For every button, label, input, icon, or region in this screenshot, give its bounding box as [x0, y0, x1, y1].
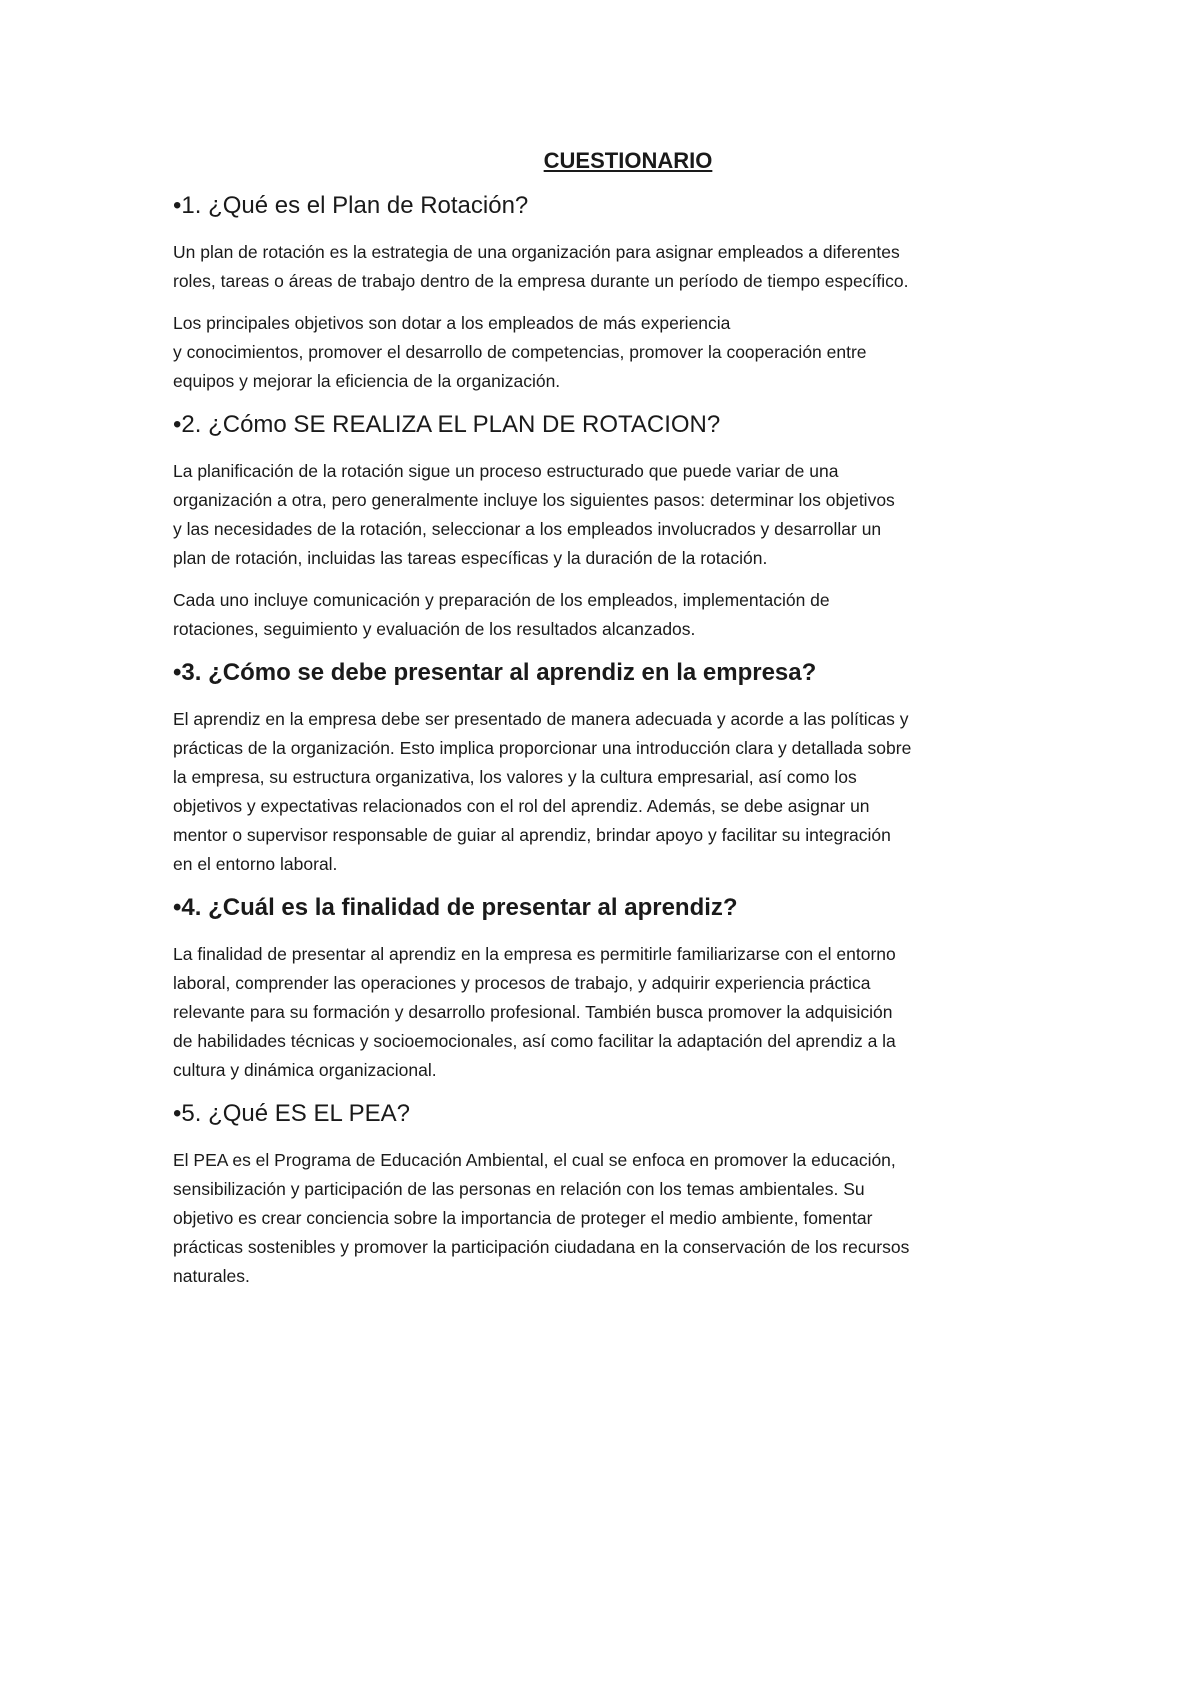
answer-paragraph: [173, 1146, 1043, 1291]
document-page: [173, 146, 1043, 1304]
question-heading: •1. ¿Qué es el Plan de Rotación?: [173, 192, 529, 219]
answer-line: organización a otra, pero generalmente incluye los siguientes pasos: determinar los objetivos: [173, 490, 895, 510]
answer-line: mentor o supervisor responsable de guiar al aprendiz, brindar apoyo y facilitar su integración: [173, 825, 891, 845]
answer-line: rotaciones, seguimiento y evaluación de los resultados alcanzados.: [173, 619, 696, 639]
answer-line: La finalidad de presentar al aprendiz en la empresa es permitirle familiarizarse con el entorno: [173, 944, 896, 964]
question-heading: •4. ¿Cuál es la finalidad de presentar al aprendiz?: [173, 894, 738, 921]
answer-paragraph: [173, 238, 1043, 296]
answer-line: laboral, comprender las operaciones y procesos de trabajo, y adquirir experiencia práctica: [173, 973, 871, 993]
answer-line: objetivo es crear conciencia sobre la importancia de proteger el medio ambiente, fomentar: [173, 1208, 873, 1228]
answer-line: plan de rotación, incluidas las tareas específicas y la duración de la rotación.: [173, 548, 768, 568]
question-list: [173, 190, 1043, 1291]
question-section-5: [173, 1098, 1043, 1291]
question-section-1: [173, 190, 1043, 396]
answer-line: relevante para su formación y desarrollo profesional. También busca promover la adquisición: [173, 1002, 893, 1022]
question-section-4: [173, 892, 1043, 1085]
answer-paragraph: [173, 309, 1043, 396]
answer-line: Un plan de rotación es la estrategia de una organización para asignar empleados a diferentes: [173, 242, 900, 262]
answer-paragraph: [173, 457, 1043, 573]
question-section-3: [173, 657, 1043, 879]
answer-paragraph: [173, 705, 1043, 879]
document-title: CUESTIONARIO: [543, 148, 713, 173]
answer-line: equipos y mejorar la eficiencia de la organización.: [173, 371, 561, 391]
answer-line: sensibilización y participación de las personas en relación con los temas ambientales. Su: [173, 1179, 865, 1199]
answer-line: prácticas sostenibles y promover la participación ciudadana en la conservación de los recursos: [173, 1237, 910, 1257]
answer-line: naturales.: [173, 1266, 250, 1286]
question-heading: •5. ¿Qué ES EL PEA?: [173, 1100, 410, 1127]
answer-line: y conocimientos, promover el desarrollo de competencias, promover la cooperación entre: [173, 342, 867, 362]
answer-line: El aprendiz en la empresa debe ser presentado de manera adecuada y acorde a las políticas y: [173, 709, 909, 729]
answer-line: en el entorno laboral.: [173, 854, 338, 874]
answer-line: objetivos y expectativas relacionados con el rol del aprendiz. Además, se debe asignar un: [173, 796, 870, 816]
answer-line: Los principales objetivos son dotar a los empleados de más experiencia: [173, 313, 731, 333]
answer-paragraph: [173, 940, 1043, 1085]
answer-line: Cada uno incluye comunicación y preparación de los empleados, implementación de: [173, 590, 830, 610]
answer-paragraph: [173, 586, 1043, 644]
question-section-2: [173, 409, 1043, 644]
answer-line: roles, tareas o áreas de trabajo dentro de la empresa durante un período de tiempo específico.: [173, 271, 909, 291]
question-heading: •2. ¿Cómo SE REALIZA EL PLAN DE ROTACION?: [173, 411, 721, 438]
answer-line: cultura y dinámica organizacional.: [173, 1060, 437, 1080]
answer-line: de habilidades técnicas y socioemocionales, así como facilitar la adaptación del aprendiz a la: [173, 1031, 896, 1051]
question-heading: •3. ¿Cómo se debe presentar al aprendiz en la empresa?: [173, 659, 817, 686]
answer-line: La planificación de la rotación sigue un proceso estructurado que puede variar de una: [173, 461, 839, 481]
answer-line: la empresa, su estructura organizativa, los valores y la cultura empresarial, así como los: [173, 767, 857, 787]
answer-line: prácticas de la organización. Esto implica proporcionar una introducción clara y detallada sobre: [173, 738, 912, 758]
answer-line: El PEA es el Programa de Educación Ambiental, el cual se enfoca en promover la educación,: [173, 1150, 896, 1170]
answer-line: y las necesidades de la rotación, seleccionar a los empleados involucrados y desarrollar un: [173, 519, 882, 539]
